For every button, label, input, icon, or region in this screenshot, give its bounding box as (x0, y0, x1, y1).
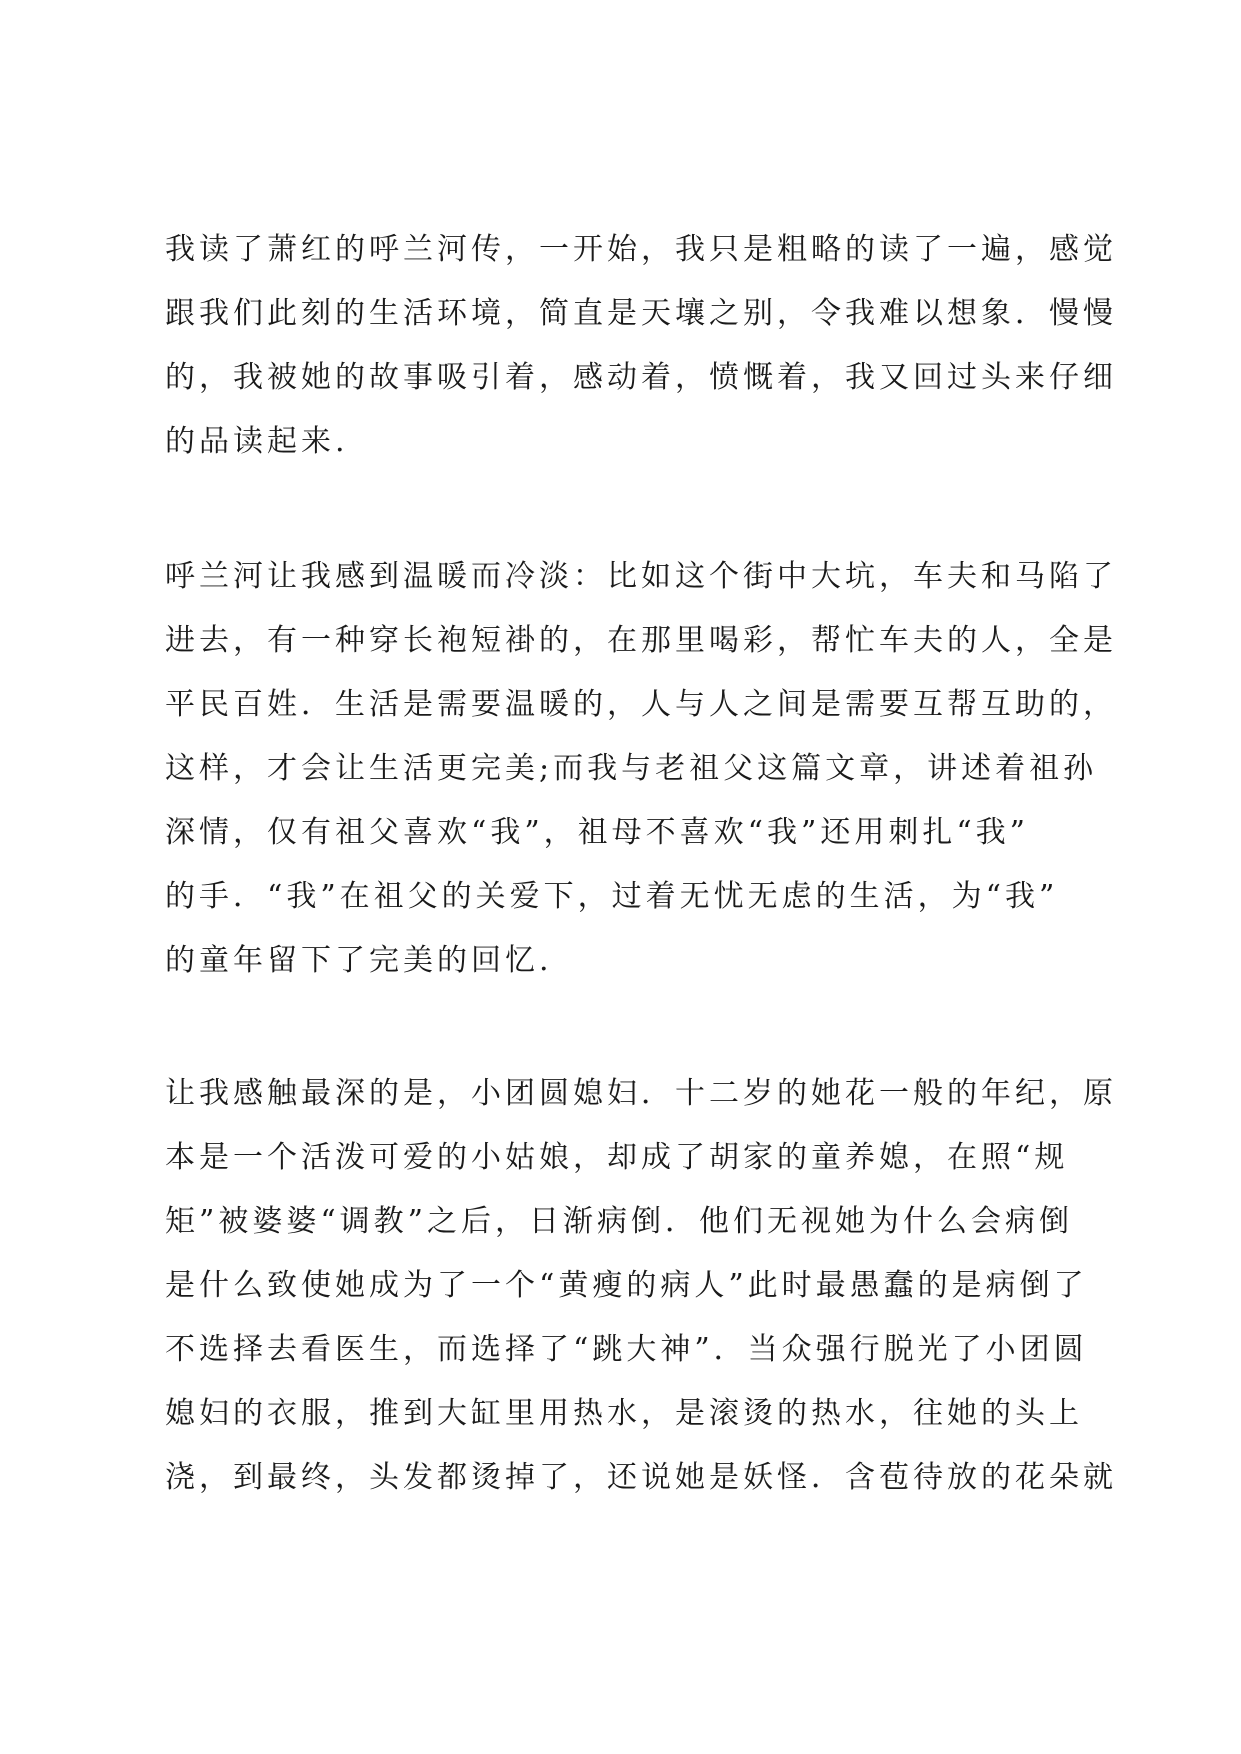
paragraph-line: 这样，才会让生活更完美;而我与老祖父这篇文章，讲述着祖孙 (165, 751, 1098, 786)
paragraph-line: 呼兰河让我感到温暖而冷淡：比如这个街中大坑，车夫和马陷了 (165, 559, 1117, 594)
paragraph-line: 的手．“我”在祖父的关爱下，过着无忧无虑的生活，为“我” (165, 879, 1059, 914)
paragraph-line: 让我感触最深的是，小团圆媳妇．十二岁的她花一般的年纪，原 (165, 1076, 1117, 1111)
paragraph-line: 的品读起来. (165, 424, 349, 459)
paragraph-line: 我读了萧红的呼兰河传，一开始，我只是粗略的读了一遍，感觉 (165, 232, 1117, 267)
paragraph-line: 深情，仅有祖父喜欢“我”，祖母不喜欢“我”还用刺扎“我” (165, 815, 1030, 850)
paragraph-line: 不选择去看医生，而选择了“跳大神”．当众强行脱光了小团圆 (165, 1332, 1088, 1367)
paragraph-line: 平民百姓．生活是需要温暖的，人与人之间是需要互帮互助的， (165, 687, 1117, 722)
paragraph-line: 是什么致使她成为了一个“黄瘦的病人”此时最愚蠢的是病倒了 (165, 1268, 1088, 1303)
paragraph-line: 媳妇的衣服，推到大缸里用热水，是滚烫的热水，往她的头上 (165, 1396, 1083, 1431)
paragraph-line: 的，我被她的故事吸引着，感动着，愤慨着，我又回过头来仔细 (165, 360, 1117, 395)
paragraph-line: 本是一个活泼可爱的小姑娘，却成了胡家的童养媳，在照“规 (165, 1140, 1069, 1175)
paragraph-line: 浇，到最终，头发都烫掉了，还说她是妖怪．含苞待放的花朵就 (165, 1460, 1117, 1495)
paragraph-3 (165, 1062, 1117, 1510)
paragraph-line: 的童年留下了完美的回忆. (165, 943, 553, 978)
paragraph-2 (165, 545, 1117, 993)
paragraph-1 (165, 218, 1117, 474)
paragraph-line: 矩”被婆婆“调教”之后，日渐病倒．他们无视她为什么会病倒 (165, 1204, 1074, 1239)
paragraph-line: 跟我们此刻的生活环境，简直是天壤之别，令我难以想象．慢慢 (165, 296, 1117, 331)
paragraph-line: 进去，有一种穿长袍短褂的，在那里喝彩，帮忙车夫的人，全是 (165, 623, 1117, 658)
